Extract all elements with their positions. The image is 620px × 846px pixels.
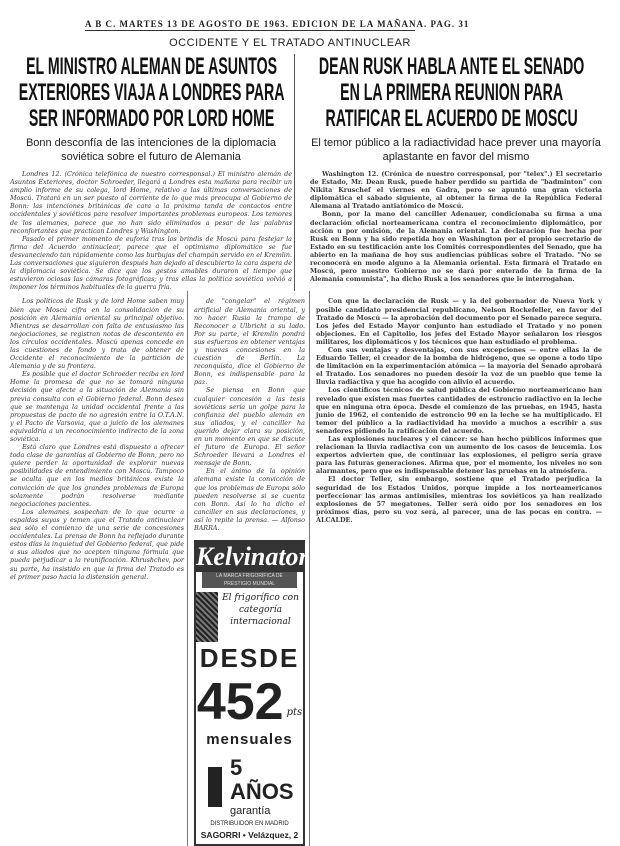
page-columns (10, 54, 602, 846)
ad-distributor-label: DISTRIBUIDOR EN MADRID (210, 821, 289, 828)
paragraph: Se piensa en Bonn que cualquier concesión a las tesis soviéticas sería un golpe para la confianza del pueblo alemán en sus aliados, y el canciller ha querido dejar clara su posición, en un momento en que se discute el futuro de Europa. El señor Schroeder llevará a Londres el mensaje de Bonn. (194, 386, 305, 468)
paragraph: Con sus ventajas y desventajas, con sus excepciones — entre ellas la de Eduardo Teller, el creador de la bomba de hidrógeno, que se opone a todo tipo de limitación en la experimentación atómica — la mayoría del Senado aprobará el Tratado. Los senadores no pueden desoír la voz de un pueblo que teme la lluvia radiactiva y que ha acogido con alivio el acuerdo. (316, 345, 602, 387)
paragraph: Es posible que el doctor Schroeder reciba en lord Home la promesa de que no se tomará ninguna decisión que afecte a la situación de Alemania sin previa consulta con el Gobierno federal. Bonn desea que se mantenga la unidad occidental frente a las propuestas de pacto de no agresión entre la O.T.A.N. y el Pacto de Varsovia, que a juicio de los alemanes equivaldría a un reconocimiento indirecto de la zona soviética. (10, 370, 184, 443)
ad-desde: DESDE (199, 643, 300, 674)
right-article-body-column (310, 291, 602, 846)
ad-dealer: SAGORRI • Velázquez, 2 (200, 830, 299, 841)
exclamation-icon (208, 767, 222, 807)
paragraph: Pasado el primer momento de euforia tras los brindis de Moscú para festejar la firma del Acuerdo antinuclear, parece que el optimismo diplomático se fue desvaneciendo tan rápidamente como las burbujas del champán servido en el Kremlin. Las conversaciones que siguieron después han dejado al descubierto la cara áspera de la diplomacia soviética. Se dice que los gestos amables duraron el tiempo que estuvieron ociosas las cámaras fotográficas; y tras ellas la política soviética volvió a imponer los términos habituales de la guerra fría. (10, 234, 292, 292)
ad-guarantee: garantía (230, 805, 271, 818)
right-article-top (295, 54, 602, 291)
left-headline: EL MINISTRO ALEMAN DE ASUNTOS EXTERIORES VIAJA A LONDRES PARA SER INFORMADO POR LORD HOME (18, 53, 285, 132)
paragraph: Londres 12. (Crónica telefónica de nuestro corresponsal.) El ministro alemán de Asuntos Exteriores, doctor Schroeder, llegará a Londres esta mañana para recibir un amplio informe de su colega, lord Home, relativo a las últimas conversaciones de Moscú. Tratará en un ser puesto al corriente de lo que más preocupa al Gobierno de Bonn: las intenciones británicas de cara a la próxima tanda de contactos entre occidentales y soviéticos para resolver importantes problemas europeos. Los temores de los alemanes, parece que no han sido eliminados a pesar de las palabras reconfortantes que practican Londres y Washington. (10, 170, 292, 235)
right-subheadline: El temor público a la radiactividad hace prever una mayoría aplastante en favor del mismo (311, 137, 601, 163)
page-folio: A B C. MARTES 13 DE AGOSTO DE 1963. EDICION DE LA MAÑANA. PAG. 31 (85, 19, 470, 29)
ad-price: 452 (196, 673, 284, 732)
left-article-top (10, 54, 295, 291)
kelvinator-advertisement (194, 540, 309, 846)
paragraph: En el ánimo de la opinión alemana existe la convicción de que los problemas de Europa sólo pueden resolverse si se cuenta con Bonn. Así lo ha dicho el canciller en sus declaraciones, y así lo repite la prensa. — Alfonso BARRA. (194, 467, 305, 533)
paragraph: Con que la declaración de Rusk — y la del gobernador de Nueva York y posible candidato presidencial republicano, Nelson Rockefeller, en favor del Tratado de Moscú — la aprobación del documento por el Senado parece segura. Los jefes del Estado Mayor conjunto han estudiado el Tratado y no ponen objeciones. En el Capitolio, los jefes del Estado Mayor señalaron los riesgos militares, los diplomáticos y los técnicos que han estudiado el problema. (316, 297, 602, 346)
paragraph: Washington 12. (Crónica de nuestro corresponsal, por "telex".) El secretario de Estado, Mr. Dean Rusk, puede haber perdido su partida de "badminton" con Nikita Kruschef el viernes en Gadra, pero se apuntó una gran victoria diplomática el sábado siguiente, al obtener la firma de la República Federal Alemana al Tratado antiatómico de Moscú. (310, 170, 602, 211)
ad-brand-logo: Kelvinator (196, 542, 309, 572)
left-article-body-column (10, 291, 188, 846)
paragraph: Bonn, por la mano del canciller Adenauer, condicionaba su firma a una declaración oficial norteamericana contra el reconocimiento diplomático, por acción u por omisión, de la Alemania oriental. La declaración fue hecha por Rusk en Bonn y ha sido repetida hoy en Washington por el propio secretario de Estado en su testificación ante los Comités correspondientes del Senado, que ha abierto en la mañana de hoy sus audiencias públicas sobre el Tratado. "No se reconocerá en modo alguno a la Alemania oriental. Esta firmará el Tratado en Moscú, pero nuestro Gobierno no se dará por enterado de la firma de la Alemania comunista", ha dicho Rusk a los senadores que le interrogaban. (310, 210, 602, 284)
section-title: OCCIDENTE Y EL TRATADO ANTINUCLEAR (169, 37, 411, 49)
paragraph: Está claro que Londres está dispuesto a ofrecer toda clase de garantías al Gobierno de Bonn, pero no quiere perder la oportunidad de explorar nuevas posibilidades de entendimiento con Moscú. Tampoco se oculta que en los medios británicos existe la convicción de que los grandes problemas de Europa solamente podrán resolverse mediante negociaciones pacientes. (10, 443, 184, 508)
paragraph: El doctor Teller, sin embargo, sostiene que el Tratado perjudica la seguridad de los Estados Unidos, porque impide a los norteamericanos perfeccionar las armas antimisiles, mientras los soviéticos ya han realizado explosiones de 57 megatones. Teller será oído por los senadores en los próximos días, pero su voz será, al parecer, una de las pocas en contra. — ALCALDE. (316, 475, 602, 524)
ad-tagline: LA MARCA FRIGORÍFICA DE PRESTIGIO MUNDIAL (202, 572, 297, 588)
paragraph: Las explosiones nucleares y el cáncer: se han hecho públicos informes que relacionan la lluvia radiactiva con un aumento de los casos de leucemia. Los expertos advierten que, de continuar las explosiones, el peligro sería grave para las futuras generaciones. Afirma que, por el momento, los niveles no son alarmantes, pero que es indispensable detener las pruebas en la atmósfera. (316, 435, 602, 476)
ad-monthly: mensuales (206, 731, 293, 749)
left-subheadline: Bonn desconfía de las intenciones de la diplomacia soviética sobre el futuro de Alemania (25, 137, 277, 163)
left-article-body-top (10, 170, 292, 291)
paragraph: Los alemanes sospechan de lo que ocurre a espaldas suyas y temen que el Tratado antinuclear sea sólo el comienzo de una serie de concesiones occidentales. La prensa de Bonn ha reflejado durante estos días la inquietud del Gobierno federal, que pide a sus aliados que no acepten ninguna fórmula que pueda perjudicar a la reunificación. Khrushchev, por su parte, ha insistido en que la firma del Tratado es el primer paso hacia la distensión general. (10, 507, 184, 581)
ad-currency: pts (286, 707, 303, 719)
right-article-body-top (310, 170, 602, 283)
paragraph: de "congelar" el régimen artificial de Alemania oriental, y no hacer Rusia la trampa de Reconocer a Ulbricht a su lado. Por su parte, el Kremlin pondrá sus esfuerzos en obtener ventajas y nuevas concesiones en la cuestión de Berlín. La reconquista, dice el Gobierno de Bonn, es indispensable para la paz. (194, 297, 305, 387)
refrigerator-image-icon (196, 592, 218, 642)
right-headline: DEAN RUSK HABLA ANTE EL SENADO EN LA PRIMERA REUNION PARA RATIFICAR EL ACUERDO DE MOSCU (318, 53, 585, 132)
ad-slogan: El frigorífico con categoría internacional (222, 593, 299, 628)
paragraph: Los políticos de Rusk y de lord Home saben muy bien que Moscú cifra en la consolidación de su posición en Alemania oriental su principal objetivo. Mientras se desarrollan con falta de entusiasmo las negociaciones, se registran notas de descontento en los círculos occidentales. Moscú apenas concede en las cuestiones de fondo y trata de obtener de Occidente el reconocimiento de la partición de Alemania y de su frontera. (10, 297, 184, 371)
left-article-continuation (194, 297, 305, 532)
ad-warranty-years: 5 AÑOS (230, 755, 294, 805)
middle-column (188, 291, 310, 846)
paragraph: Los científicos técnicos de salud pública del Gobierno norteamericano han revelado que existen mas fuertes cantidades de estroncio radiactivo en la leche que en ninguna otra época. Desde el comienzo de las pruebas, en 1945, hasta junio de 1962, el contenido de estroncio 90 en la leche se ha multiplicado. El temor del público a la radiactividad ha movido a muchos a escribir a sus senadores pidiendo la ratificación del acuerdo. (316, 386, 602, 435)
